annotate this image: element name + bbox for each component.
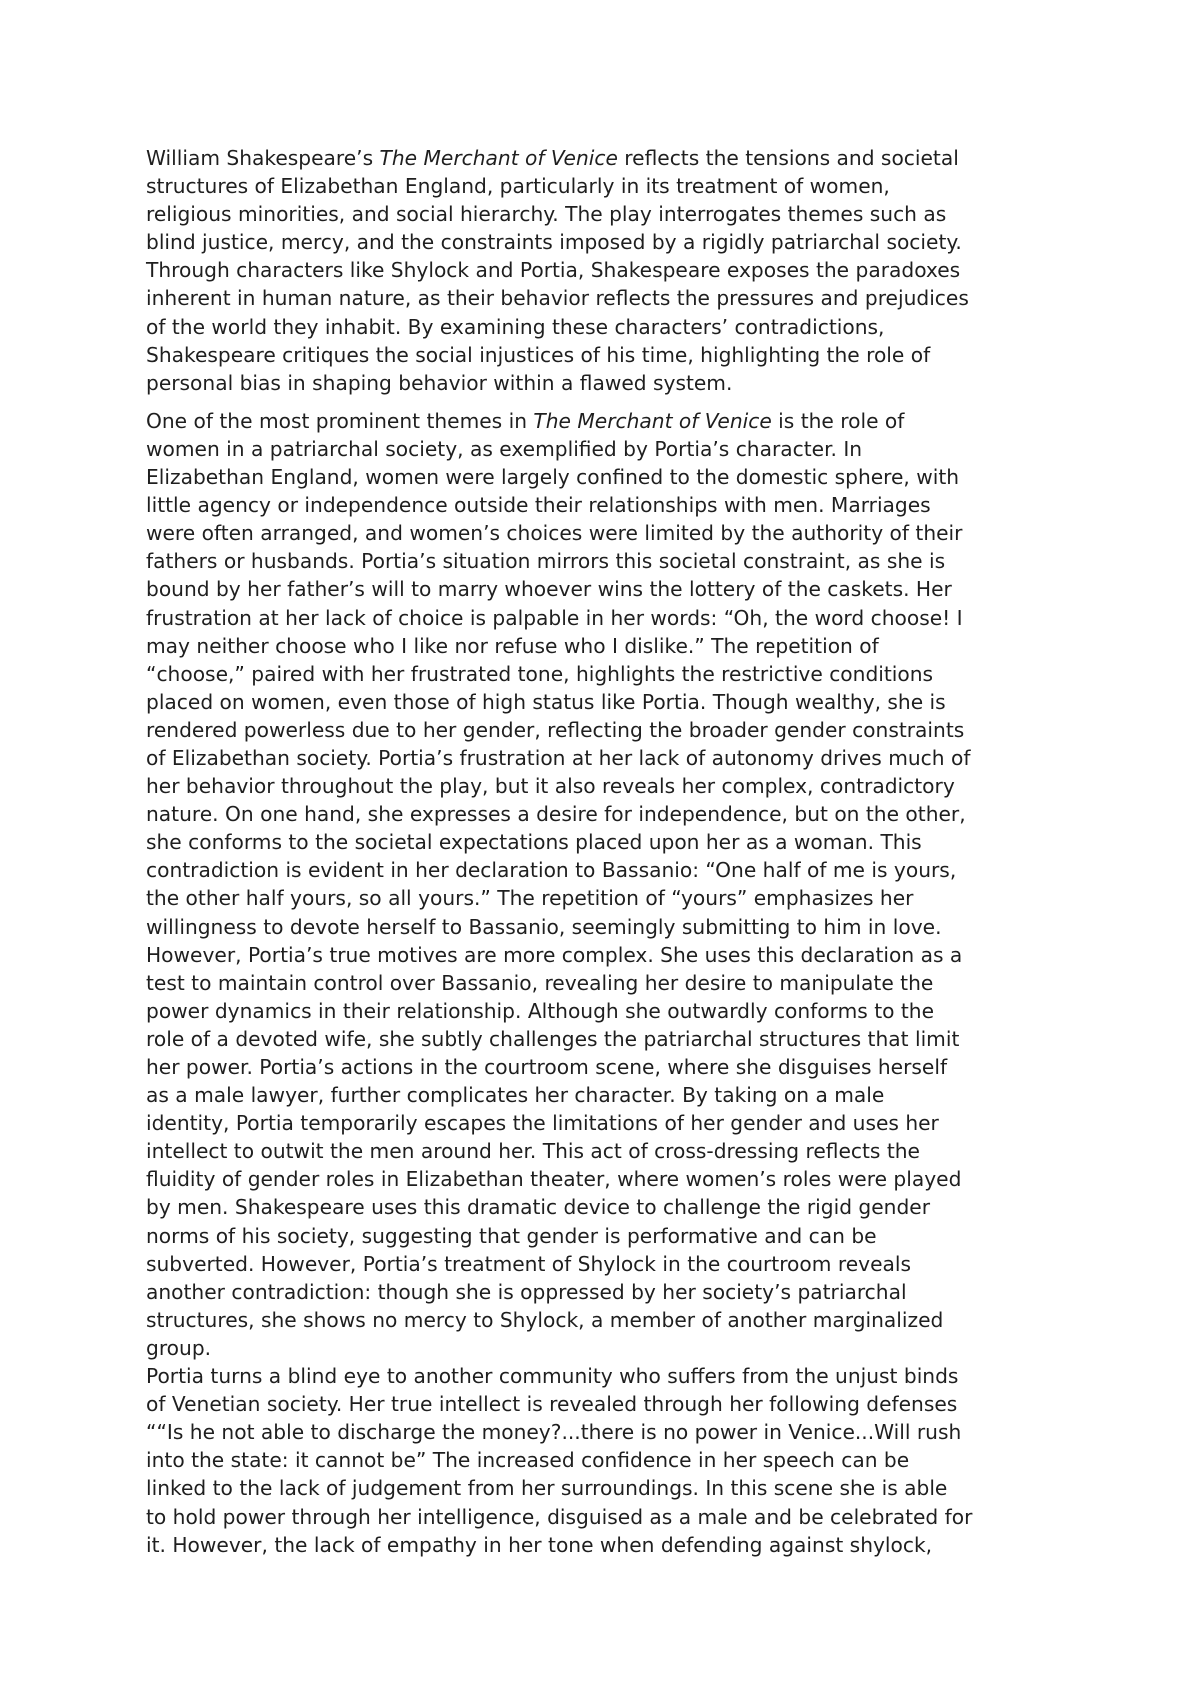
p3-text-1: Portia turns a blind eye to another community who suffers from the unjust binds of Venetian society. Her true intellect is revealed through her following defenses ““Is he not able to discharge the money?...there is no power in Venice...Will rush into the state: it cannot be” The increased confidence in her speech can be linked to the lack of judgement from her surroundings. In this scene she is able to hold power through her intelligence, disguised as a male and be celebrated for it. However, the lack of empathy in her tone when defending against shylock, [146,1364,973,1557]
paragraph-2 [146,407,1066,1362]
p1-text-2: reflects the tensions and societal structures of Elizabethan England, particularly in its treatment of women, religious minorities, and social hierarchy. The play interrogates themes such as blind justice, mercy, and the constraints imposed by a rigidly patriarchal society. Through characters like Shylock and Portia, Shakespeare exposes the paradoxes inherent in human nature, as their behavior reflects the pressures and prejudices of the world they inhabit. By examining these characters’ contradictions, Shakespeare critiques the social injustices of his time, highlighting the role of personal bias in shaping behavior within a flawed system. [146,146,969,395]
paragraph-3 [146,1362,1066,1559]
p2-text-2: is the role of women in a patriarchal society, as exemplified by Portia’s character. In Elizabethan England, women were largely confined to the domestic sphere, with little agency or independence outside their relationships with men. Marriages were often arranged, and women’s choices were limited by the authority of their fathers or husbands. Portia’s situation mirrors this societal constraint, as she is bound by her father’s will to marry whoever wins the lottery of the caskets. Her frustration at her lack of choice is palpable in her words: “Oh, the word choose! I may neither choose who I like nor refuse who I dislike.” The repetition of “choose,” paired with her frustrated tone, highlights the restrictive conditions placed on women, even those of high status like Portia. Though wealthy, she is rendered powerless due to her gender, reflecting the broader gender constraints of Elizabethan society. Portia’s frustration at her lack of autonomy drives much of her behavior throughout the play, but it also reveals her complex, contradictory nature. On one hand, she expresses a desire for independence, but on the other, she conforms to the societal expectations placed upon her as a woman. This contradiction is evident in her declaration to Bassanio: “One half of me is yours, the other half yours, so all yours.” The repetition of “yours” emphasizes her willingness to devote herself to Bassanio, seemingly submitting to him in love. However, Portia’s true motives are more complex. She uses this declaration as a test to maintain control over Bassanio, revealing her desire to manipulate the power dynamics in their relationship. Although she outwardly conforms to the role of a devoted wife, she subtly challenges the patriarchal structures that limit her power. Portia’s actions in the courtroom scene, where she disguises herself as a male lawyer, further complicates her character. By taking on a male identity, Portia temporarily escapes the limitations of her gender and uses her intellect to outwit the men around her. This act of cross-dressing reflects the fluidity of gender roles in Elizabethan theater, where women’s roles were played by men. Shakespeare uses this dramatic device to challenge the rigid gender norms of his society, suggesting that gender is performative and can be subverted. However, Portia’s treatment of Shylock in the courtroom reveals another contradiction: though she is oppressed by her society’s patriarchal structures, she shows no mercy to Shylock, a member of another marginalized group. [146,408,971,1360]
p2-title-italic: The Merchant of Venice [533,408,772,433]
document-body [146,144,1066,1559]
p1-title-italic: The Merchant of Venice [379,146,618,170]
paragraph-1 [146,144,1066,397]
p1-text-1: William Shakespeare’s [146,146,380,170]
p2-text-1: One of the most prominent themes in [146,408,534,433]
